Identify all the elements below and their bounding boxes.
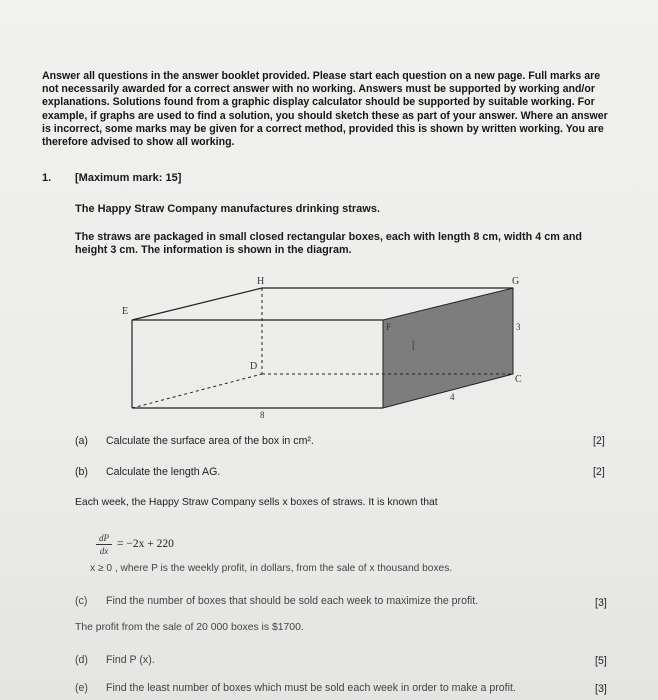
vertex-label-f: F xyxy=(386,322,392,332)
part-a-marks: [2] xyxy=(593,435,605,447)
question-intro: The Happy Straw Company manufactures drinking straws. xyxy=(75,203,381,215)
edge-top-side xyxy=(132,288,262,320)
sales-paragraph: Each week, the Happy Straw Company sells x boxes of straws. It is known that xyxy=(75,497,438,508)
dimension-length: 8 xyxy=(260,410,265,420)
question-number: 1. xyxy=(42,172,52,184)
profit-paragraph: The profit from the sale of 20 000 boxes is $1700. xyxy=(75,622,304,633)
domain-condition: x ≥ 0 , where P is the weekly profit, in dollars, from the sale of x thousand boxes. xyxy=(90,563,453,574)
max-mark: [Maximum mark: 15] xyxy=(75,172,182,184)
vertex-label-h: H xyxy=(257,276,265,287)
dimension-width: 4 xyxy=(450,392,455,402)
part-b-text: Calculate the length AG. xyxy=(106,466,221,478)
vertex-label-d: D xyxy=(250,361,258,372)
derivative-equation: = −2x + 220 xyxy=(117,538,174,550)
part-a-text: Calculate the surface area of the box in cm². xyxy=(106,435,314,447)
vertex-label-g: G xyxy=(512,276,520,287)
instructions-paragraph: Answer all questions in the answer booklet provided. Please start each question on a new page. Full marks are not necessarily awarded for a correct answer with no working. Answers must be supported by working and/or explanations. Solutions found from a graphic display calculator should be supported by suitable working. For example, if graphs are used to find a solution, you should sketch these as part of your answer. Where an answer is incorrect, some marks may be given for a correct method, provided this is shown by written working. You are therefore advised to show all working. xyxy=(42,70,608,149)
part-e-text: Find the least number of boxes which must be sold each week in order to make a profit. xyxy=(106,682,516,694)
face-label: I xyxy=(411,339,416,354)
shaded-end-face xyxy=(383,288,513,408)
part-c-marks: [3] xyxy=(595,597,607,609)
hidden-edge-bottom-side xyxy=(132,374,262,408)
part-b-label: (b) xyxy=(75,466,88,478)
part-b-marks: [2] xyxy=(593,466,605,478)
part-e-marks: [3] xyxy=(595,683,607,695)
part-a-label: (a) xyxy=(75,435,88,447)
packaging-description: The straws are packaged in small closed rectangular boxes, each with length 8 cm, width 4 cm and height 3 cm. The information is shown in the diagram. xyxy=(75,231,583,256)
part-c-text: Find the number of boxes that should be sold each week to maximize the profit. xyxy=(106,595,479,607)
derivative-fraction xyxy=(96,533,112,556)
fraction-bar xyxy=(96,544,112,545)
dimension-height: 3 xyxy=(516,322,521,332)
part-e-label: (e) xyxy=(75,682,88,694)
part-d-label: (d) xyxy=(75,654,88,666)
vertex-label-c: C xyxy=(515,374,522,385)
part-d-text: Find P (x). xyxy=(106,654,155,666)
part-d-marks: [5] xyxy=(595,655,607,667)
vertex-label-e: E xyxy=(122,306,129,317)
derivative-numerator: dP xyxy=(99,533,109,543)
derivative-denominator: dx xyxy=(99,546,109,556)
part-c-label: (c) xyxy=(75,595,88,607)
box-diagram xyxy=(118,272,538,422)
